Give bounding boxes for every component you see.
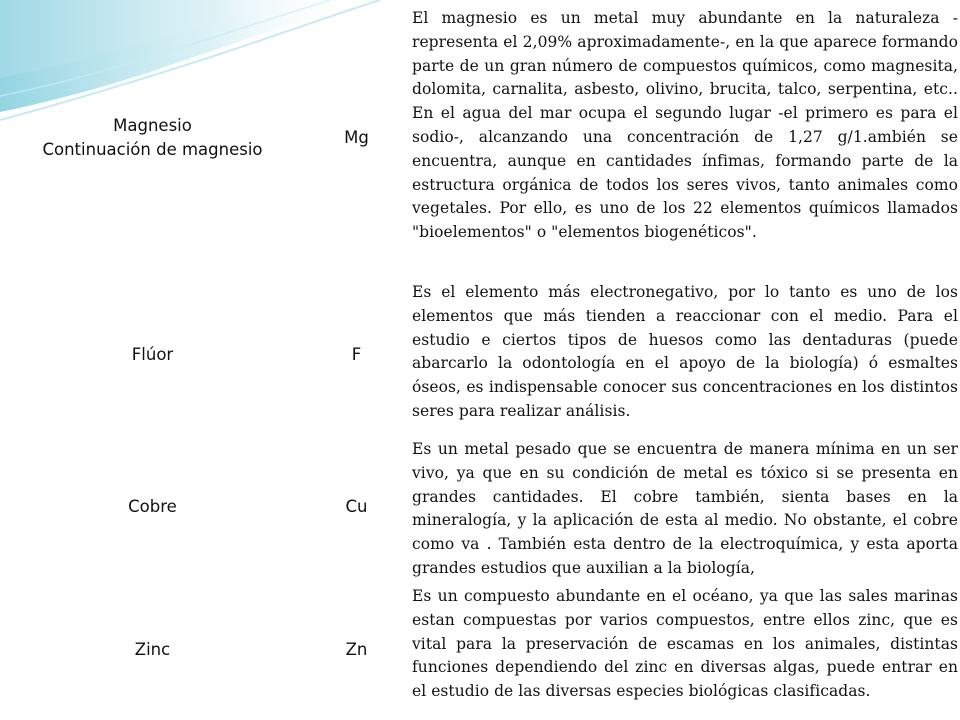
element-description: Es un compuesto abundante en el océano, ya que las sales marinas estan compuestas por varios compuestos, entre ellos zinc, que es vital para la preservación de escamas en los animales, distintas funciones dependiendo del zinc en diversas algas, puede entrar en el estudio de las diversas especies biológicas clasificadas.: [412, 587, 958, 701]
table-row: [0, 580, 960, 720]
element-symbol: Cu: [345, 496, 368, 516]
element-symbol: Zn: [345, 640, 368, 659]
table-row: [0, 0, 960, 276]
element-symbol-cell: [305, 0, 408, 276]
element-symbol: Mg: [344, 128, 369, 147]
element-name-cell: [0, 0, 305, 276]
element-name-cell: [0, 433, 305, 580]
element-symbol-cell: [305, 580, 408, 720]
element-symbol-cell: [305, 433, 408, 580]
element-description: Es el elemento más electronegativo, por lo tanto es uno de los elementos que más tienden a reaccionar con el medio. Para el estudio e ciertos tipos de huesos como las dentaduras (puede abarcarlo la odontología en el apoyo de la biología) ó esmaltes óseos, es indispensable conocer sus concentraciones en los distintos seres para realizar análisis.: [412, 283, 958, 420]
element-name: Magnesio: [113, 116, 192, 135]
element-name-cell: [0, 580, 305, 720]
element-name: Zinc: [134, 640, 171, 659]
element-name: Flúor: [131, 344, 174, 364]
element-name-cell: [0, 276, 305, 433]
element-name: Cobre: [128, 496, 177, 516]
table-row: [0, 433, 960, 580]
element-description: Es un metal pesado que se encuentra de manera mínima en un ser vivo, ya que en su condición de metal es tóxico si se presenta en grandes cantidades. El cobre también, sienta bases en la mineralogía, y la aplicación de esta al medio. No obstante, el cobre como va . También esta dentro de la electroquímica, y esta aporta grandes estudios que auxilian a la biología,: [412, 440, 958, 577]
element-symbol: F: [351, 344, 362, 364]
table-row: [0, 276, 960, 433]
element-name-note: Continuación de magnesio: [42, 140, 263, 159]
element-symbol-cell: [305, 276, 408, 433]
element-description: El magnesio es un metal muy abundante en la naturaleza -representa el 2,09% aproximadamente-, en la que aparece formando parte de un gran número de compuestos químicos, como magnesita, dolomita, carnalita, asbesto, olivino, brucita, talco, serpentina, etc.. En el agua del mar ocupa el segundo lugar -el primero es para el sodio-, alcanzando una concentración de 1,27 g/1.ambién se encuentra, aunque en cantidades ínfimas, formando parte de la estructura orgánica de todos los seres vivos, tanto animales como vegetales. Por ello, es uno de los 22 elementos químicos llamados "bioelementos" o "elementos biogenéticos".: [412, 9, 958, 242]
